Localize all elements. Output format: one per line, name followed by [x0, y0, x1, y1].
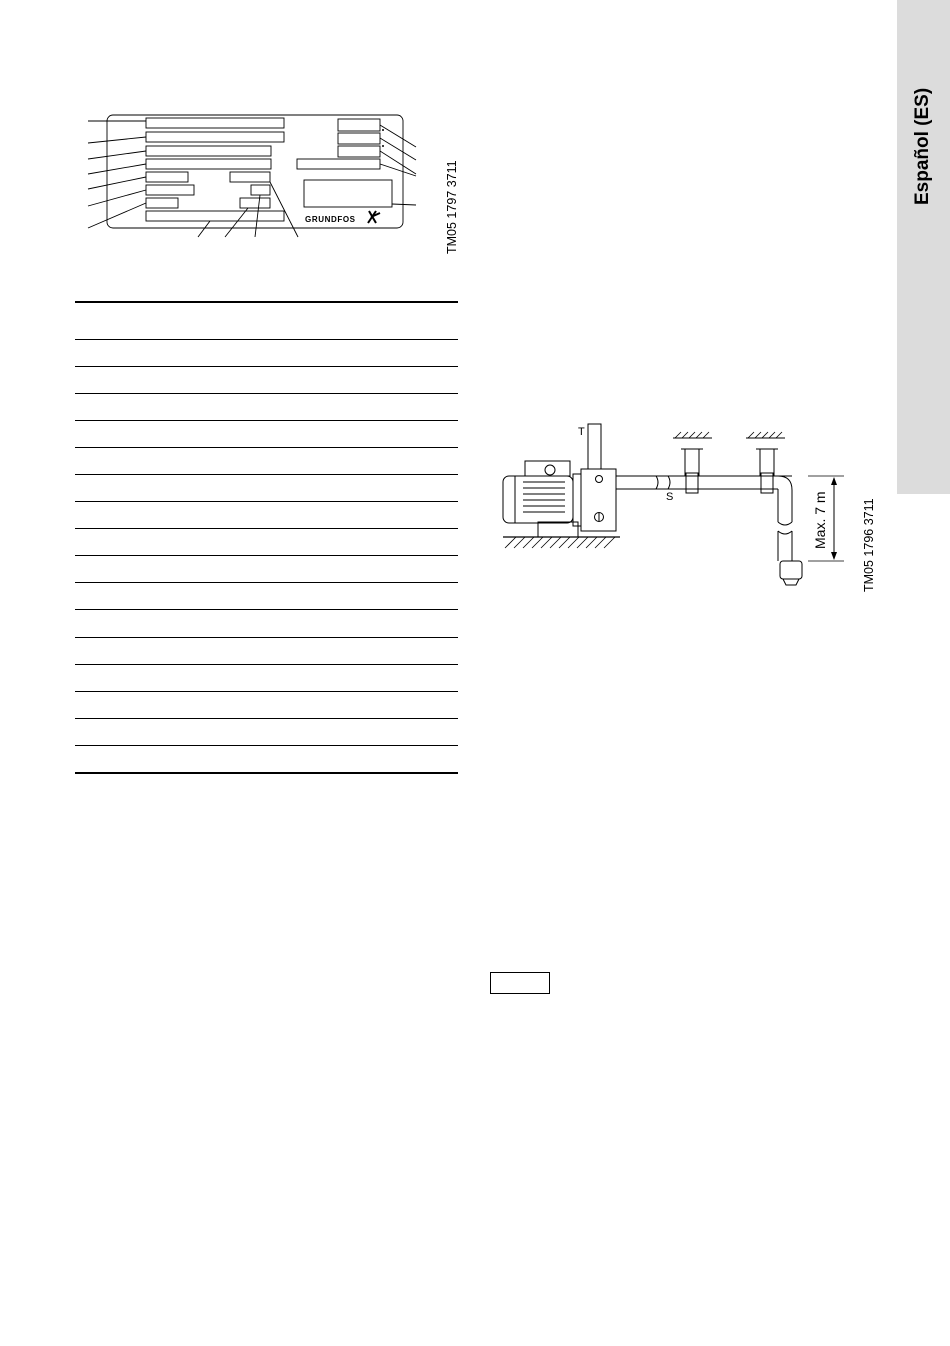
suction-label: S — [666, 491, 674, 503]
discharge-pipe — [588, 424, 601, 469]
grundfos-logo: GRUNDFOS — [305, 215, 356, 224]
installation-figure-code: TM05 1796 3711 — [862, 498, 876, 592]
nameplate-figure-code: TM05 1797 3711 — [445, 160, 459, 254]
max-depth-label: Max. 7 m — [812, 491, 828, 549]
discharge-label: T — [578, 426, 585, 438]
language-tab-label: Español (ES) — [912, 87, 933, 205]
foot-valve — [780, 561, 802, 579]
note-box — [490, 972, 550, 994]
pump-head — [573, 474, 581, 526]
